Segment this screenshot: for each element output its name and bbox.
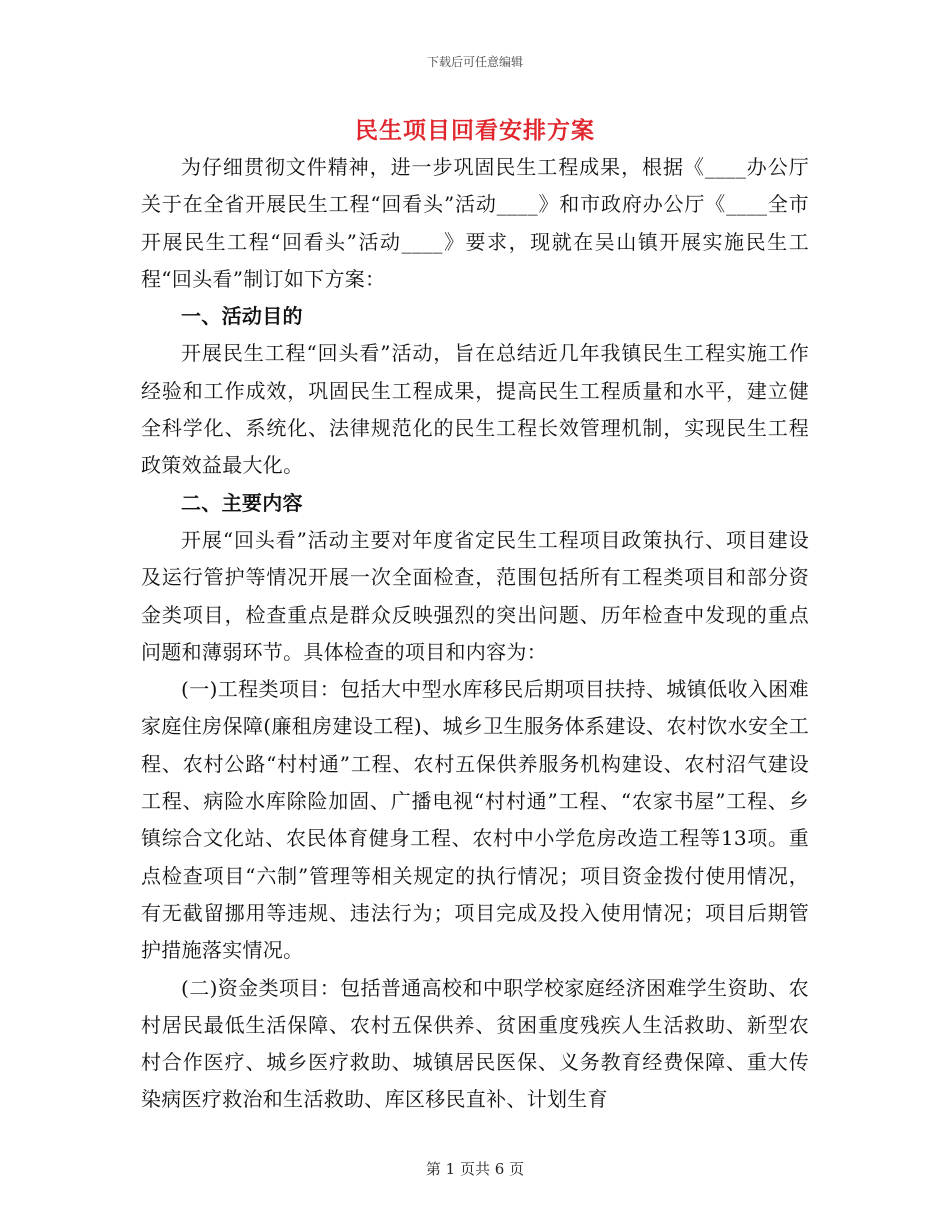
page-header-note: 下载后可任意编辑 [426, 55, 523, 69]
content-paragraph: 开展“回头看”活动主要对年度省定民生工程项目政策执行、项目建设及运行管护等情况开展一次全面检查，范围包括所有工程类项目和部分资金类项目，检查重点是群众反映强烈的突出问题、历年检查中发现的重点问题和薄弱环节。具体检查的项目和内容为： [141, 527, 809, 664]
document-title: 民生项目回看安排方案 [355, 117, 595, 144]
intro-paragraph: 为仔细贯彻文件精神，进一步巩固民生工程成果，根据《____办公厅关于在全省开展民生工程“回看头”活动____》和市政府办公厅《____全市开展民生工程“回看头”活动____》要求，现就在吴山镇开展实施民生工程“回头看”制订如下方案： [141, 155, 809, 291]
document-body [141, 149, 809, 1119]
section-heading-purpose: 一、活动目的 [181, 304, 303, 329]
engineering-projects-paragraph: (一)工程类项目：包括大中型水库移民后期项目扶持、城镇低收入困难家庭住房保障(廉租房建设工程)、城乡卫生服务体系建设、农村饮水安全工程、农村公路“村村通”工程、农村五保供养服务机构建设、农村沼气建设工程、病险水库除险加固、广播电视“村村通”工程、“农家书屋”工程、乡镇综合文化站、农民体育健身工程、农村中小学危房改造工程等13项。重点检查项目“六制”管理等相关规定的执行情况；项目资金拨付使用情况，有无截留挪用等违规、违法行为；项目完成及投入使用情况；项目后期管护措施落实情况。 [141, 677, 809, 963]
purpose-paragraph: 开展民生工程“回头看”活动，旨在总结近几年我镇民生工程实施工作经验和工作成效，巩固民生工程成果，提高民生工程质量和水平，建立健全科学化、系统化、法律规范化的民生工程长效管理机制，实现民生工程政策效益最大化。 [141, 341, 809, 478]
section-heading-content: 二、主要内容 [181, 490, 303, 515]
page-number: 第 1 页共 6 页 [425, 1160, 525, 1178]
fund-projects-paragraph: (二)资金类项目：包括普通高校和中职学校家庭经济困难学生资助、农村居民最低生活保障、农村五保供养、贫困重度残疾人生活救助、新型农村合作医疗、城乡医疗救助、城镇居民医保、义务教育经费保障、重大传染病医疗救治和生活救助、库区移民直补、计划生育 [141, 975, 809, 1112]
